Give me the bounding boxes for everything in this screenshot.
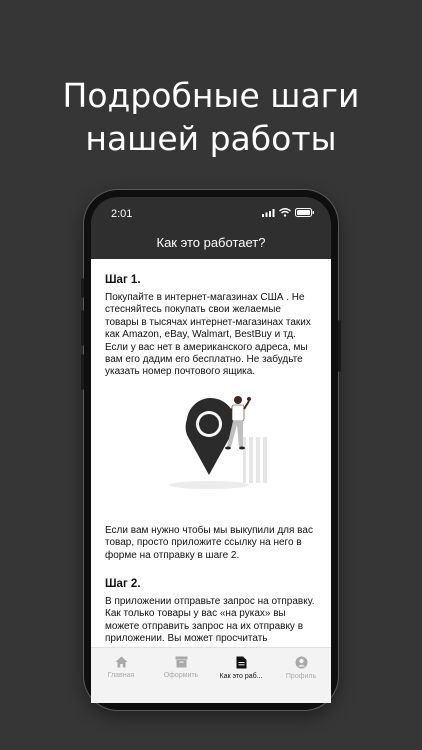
tab-order[interactable] xyxy=(151,648,211,703)
tab-how-it-works[interactable] xyxy=(211,648,271,703)
tab-profile[interactable] xyxy=(271,648,331,703)
profile-icon xyxy=(295,656,308,669)
battery-icon xyxy=(295,208,315,217)
nav-title: Как это работает? xyxy=(156,235,266,250)
headline xyxy=(0,74,422,160)
phone-frame xyxy=(84,190,338,710)
phone-screen xyxy=(91,197,331,703)
phone-power-button xyxy=(338,320,341,372)
step-2-title: Шаг 2. xyxy=(105,578,141,591)
tab-bar xyxy=(91,647,331,703)
tab-how-it-works-label: Как это раб... xyxy=(219,673,263,680)
status-bar xyxy=(91,197,331,225)
wifi-icon xyxy=(279,208,291,217)
status-icons xyxy=(262,208,315,217)
status-time: 2:01 xyxy=(111,208,133,220)
phone-mute-button xyxy=(81,278,84,298)
step-1-title: Шаг 1. xyxy=(105,274,141,286)
tab-home-label: Главная xyxy=(107,672,135,679)
headline-line-1: Подробные шаги xyxy=(62,76,360,115)
step-2-text: В приложении отправьте запрос на отправку. Как только товары у вас «на руках» вы можете отправить запрос на их отправку в приложении. Вы может просчитать xyxy=(105,596,315,645)
phone-volume-up-button xyxy=(81,310,84,346)
signal-icon xyxy=(262,209,275,217)
home-icon xyxy=(115,656,128,668)
document-icon xyxy=(236,656,247,669)
phone-volume-down-button xyxy=(81,354,84,390)
step-1-text: Покупайте в интернет-магазинах США . Не стесняйтесь покупать свои желаемые товары в тысячах интернет-магазинах таких как Amazon, eBay, Walmart, BestBuy и тд. Если у вас нет в американского адреса, мы вам его дадим его бесплатно. Не забудьте указать номер почтового ящика. xyxy=(105,292,311,378)
tab-home[interactable] xyxy=(91,648,151,703)
content-area[interactable] xyxy=(91,259,331,648)
location-illustration xyxy=(105,385,317,515)
headline-line-2: нашей работы xyxy=(85,119,337,158)
box-icon xyxy=(175,656,188,668)
map-pin-person-icon xyxy=(161,389,271,509)
step-1-extra-text: Если вам нужно чтобы мы выкупили для вас товар, просто приложите ссылку на него в форме на отправку в шаге 2. xyxy=(105,524,313,561)
tab-profile-label: Профиль xyxy=(285,673,317,680)
tab-order-label: Оформить xyxy=(163,672,199,679)
